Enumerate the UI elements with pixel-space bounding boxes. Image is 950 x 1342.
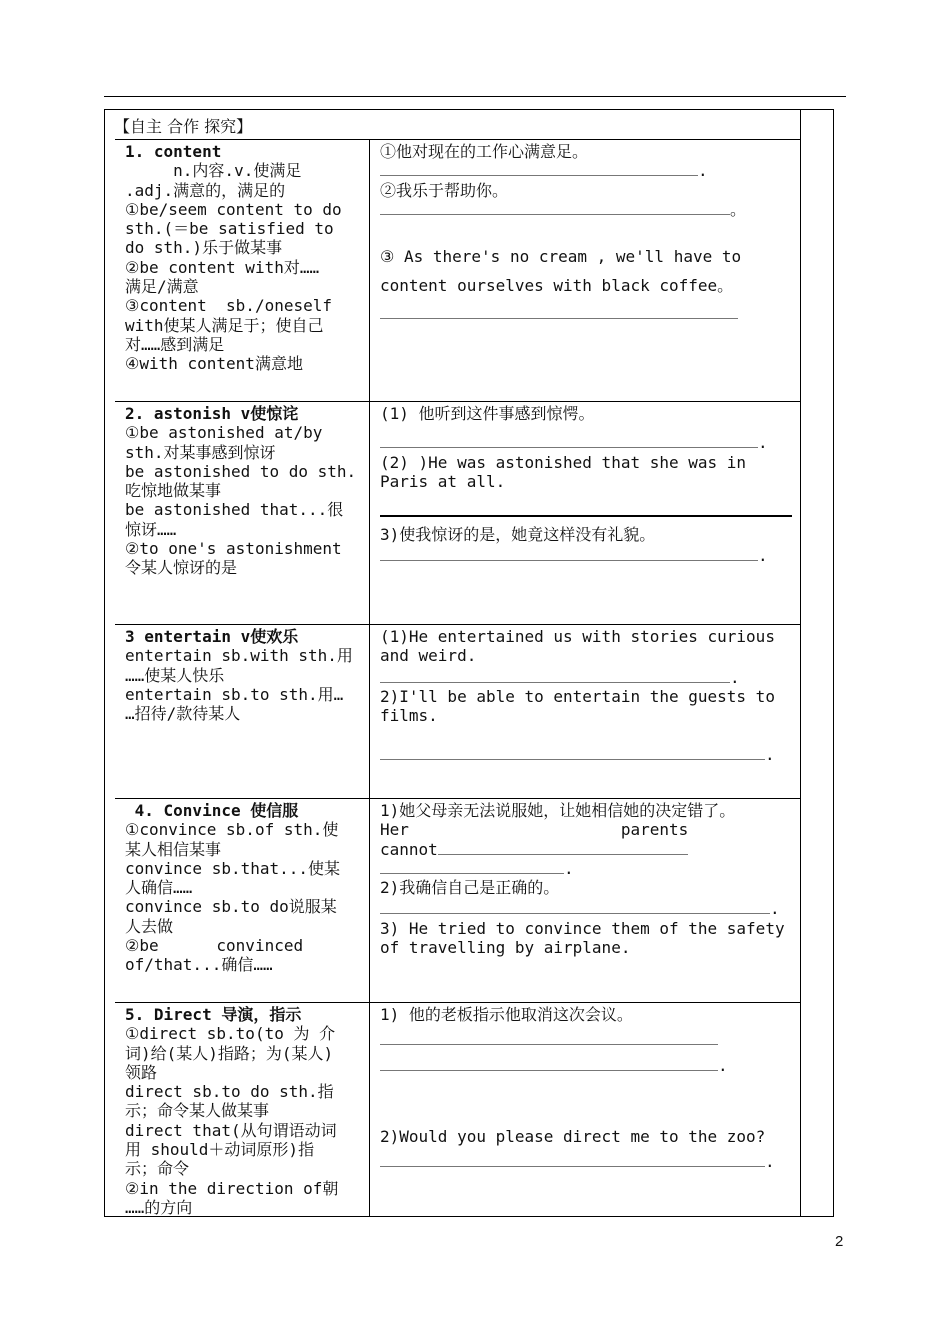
vocab-cell-entertain bbox=[125, 627, 361, 723]
usage-line: ①convince sb.of sth.使 bbox=[125, 820, 339, 840]
answer-blank[interactable] bbox=[380, 1056, 718, 1071]
usage-line: ①be astonished at/by bbox=[125, 423, 323, 443]
exercise-cell-content: ①他对现在的工作心满意足。 . ②我乐于帮助你。 。 ③ As there's no cream , we'll have to content ourselves with black coffee。 bbox=[380, 142, 792, 323]
usage-line: 某人相信某事 bbox=[125, 839, 222, 859]
usage-line: 令某人惊讶的是 bbox=[125, 558, 238, 578]
usage-line: do sth.)乐于做某事 bbox=[125, 238, 283, 258]
vocab-cell-astonish bbox=[125, 404, 361, 578]
usage-line: of/that...确信…… bbox=[125, 955, 273, 975]
usage-line: ②be content with对…… bbox=[125, 257, 320, 277]
vocab-cell-convince bbox=[125, 801, 361, 975]
usage-line: 用 should＋动词原形)指 bbox=[125, 1140, 315, 1160]
answer-blank[interactable] bbox=[380, 1030, 718, 1045]
exercise-sentence: and weird. bbox=[380, 646, 477, 666]
answer-blank[interactable] bbox=[380, 1152, 765, 1167]
usage-line: convince sb.that...使某 bbox=[125, 858, 341, 878]
usage-line: ④with content满意地 bbox=[125, 354, 303, 374]
usage-line: ①be/seem content to do bbox=[125, 199, 342, 219]
usage-line: ②be convinced bbox=[125, 936, 304, 956]
exercise-cell-convince: 1)她父母亲无法说服她，让她相信她的决定错了。 Her parents cannot . 2)我确信自己是正确的。 . 3) He tried to convince them of the safety of travelling by airplane. bbox=[380, 801, 792, 957]
exercise-prompt: ①他对现在的工作心满意足。 bbox=[380, 142, 589, 161]
usage-line: with使某人满足于；使自己 bbox=[125, 315, 324, 335]
answer-blank[interactable] bbox=[380, 668, 730, 683]
usage-line: 满足/满意 bbox=[125, 277, 199, 297]
answer-blank[interactable] bbox=[380, 546, 758, 561]
answer-blank[interactable] bbox=[380, 161, 698, 176]
exercise-sentence: 2)Would you please direct me to the zoo? bbox=[380, 1126, 766, 1146]
top-rule bbox=[104, 96, 846, 97]
headword: 5. Direct 导演，指示 bbox=[125, 1005, 302, 1024]
exercise-sentence: films. bbox=[380, 706, 438, 726]
usage-line: entertain sb.with sth.用 bbox=[125, 646, 353, 666]
exercise-prompt: 1)她父母亲无法说服她，让她相信她的决定错了。 bbox=[380, 801, 736, 820]
headword: 1. content bbox=[125, 142, 222, 161]
usage-line: 对……感到满足 bbox=[125, 334, 225, 354]
headword: 4. Convince 使信服 bbox=[125, 801, 299, 820]
usage-line: …招待/款待某人 bbox=[125, 704, 241, 724]
exercise-sentence: (1)He entertained us with stories curious bbox=[380, 627, 775, 646]
usage-line: direct that(从句谓语动词 bbox=[125, 1120, 337, 1140]
exercise-sentence: Paris at all. bbox=[380, 471, 506, 491]
usage-line: 领路 bbox=[125, 1062, 158, 1082]
margin-column-divider bbox=[800, 109, 801, 1217]
usage-line: direct sb.to do sth.指 bbox=[125, 1082, 334, 1102]
answer-blank[interactable] bbox=[438, 840, 688, 855]
answer-blank[interactable] bbox=[380, 200, 730, 215]
exercise-sentence: 2)I'll be able to entertain the guests to bbox=[380, 686, 775, 706]
vocab-cell-direct bbox=[125, 1005, 361, 1217]
usage-line: sth.(＝be satisfied to bbox=[125, 219, 334, 239]
answer-blank[interactable] bbox=[380, 899, 770, 914]
vocab-cell-content bbox=[125, 142, 361, 374]
exercise-prompt: 3)使我惊讶的是，她竟这样没有礼貌。 bbox=[380, 525, 656, 545]
divider-rule bbox=[380, 515, 792, 517]
usage-line: convince sb.to do说服某 bbox=[125, 897, 337, 917]
usage-line: ②in the direction of朝 bbox=[125, 1178, 339, 1198]
usage-line: be astonished that...很 bbox=[125, 500, 344, 520]
usage-line: 人去做 bbox=[125, 916, 174, 936]
usage-line: 词)给(某人)指路；为(某人) bbox=[125, 1043, 334, 1063]
page-number: 2 bbox=[835, 1233, 844, 1250]
usage-line: ①direct sb.to(to 为 介 bbox=[125, 1024, 336, 1044]
usage-line: 示；命令某人做某事 bbox=[125, 1101, 270, 1121]
exercise-prompt: ②我乐于帮助你。 bbox=[380, 180, 509, 200]
row-divider bbox=[115, 401, 800, 402]
headword: 2. astonish v使惊诧 bbox=[125, 404, 299, 423]
exercise-sentence: content ourselves with black coffee。 bbox=[380, 276, 734, 296]
exercise-cell-direct: 1) 他的老板指示他取消这次会议。 . 2)Would you please direct me to the zoo? . bbox=[380, 1005, 792, 1171]
exercise-cell-astonish: (1) 他听到这件事感到惊愕。 . (2) )He was astonished that she was in Paris at all. 3)使我惊讶的是，她竟这样没有礼貌。 . bbox=[380, 404, 792, 566]
row-divider bbox=[115, 139, 800, 140]
usage-line: ③content sb./oneself bbox=[125, 296, 332, 316]
row-divider bbox=[115, 624, 800, 625]
answer-blank[interactable] bbox=[380, 304, 738, 319]
usage-line: 示；命令 bbox=[125, 1159, 190, 1179]
row-divider bbox=[115, 1002, 800, 1003]
section-header: 【自主 合作 探究】 bbox=[114, 117, 253, 136]
exercise-cell-entertain: (1)He entertained us with stories curious and weird. . 2)I'll be able to entertain the guests to films. . bbox=[380, 627, 792, 765]
answer-blank[interactable] bbox=[380, 859, 564, 874]
exercise-sentence: cannot bbox=[380, 839, 438, 859]
row-divider bbox=[115, 798, 800, 799]
usage-line: ……的方向 bbox=[125, 1197, 193, 1217]
usage-line: entertain sb.to sth.用… bbox=[125, 684, 344, 704]
usage-line: 惊讶…… bbox=[125, 519, 177, 539]
exercise-sentence: ③ As there's no cream , we'll have to bbox=[380, 247, 742, 267]
definition-line: n.内容.v.使满足 bbox=[125, 161, 302, 181]
exercise-prompt: 1) 他的老板指示他取消这次会议。 bbox=[380, 1005, 633, 1024]
usage-line: ……使某人快乐 bbox=[125, 665, 225, 685]
usage-line: ②to one's astonishment bbox=[125, 539, 342, 559]
usage-line: be astonished to do sth. bbox=[125, 461, 357, 481]
exercise-prompt: (1) 他听到这件事感到惊愕。 bbox=[380, 404, 595, 423]
middle-column-divider bbox=[369, 139, 370, 1217]
usage-line: 吃惊地做某事 bbox=[125, 481, 222, 501]
exercise-sentence: (2) )He was astonished that she was in bbox=[380, 452, 747, 472]
exercise-sentence: of travelling by airplane. bbox=[380, 938, 631, 958]
headword: 3 entertain v使欢乐 bbox=[125, 627, 299, 646]
exercise-sentence: Her parents bbox=[380, 820, 689, 840]
usage-line: sth.对某事感到惊讶 bbox=[125, 442, 276, 462]
answer-blank[interactable] bbox=[380, 433, 758, 448]
answer-blank[interactable] bbox=[380, 745, 765, 760]
definition-line: .adj.满意的，满足的 bbox=[125, 180, 286, 200]
exercise-prompt: 2)我确信自己是正确的。 bbox=[380, 878, 560, 898]
exercise-sentence: 3) He tried to convince them of the safety bbox=[380, 918, 785, 938]
usage-line: 人确信…… bbox=[125, 878, 193, 898]
